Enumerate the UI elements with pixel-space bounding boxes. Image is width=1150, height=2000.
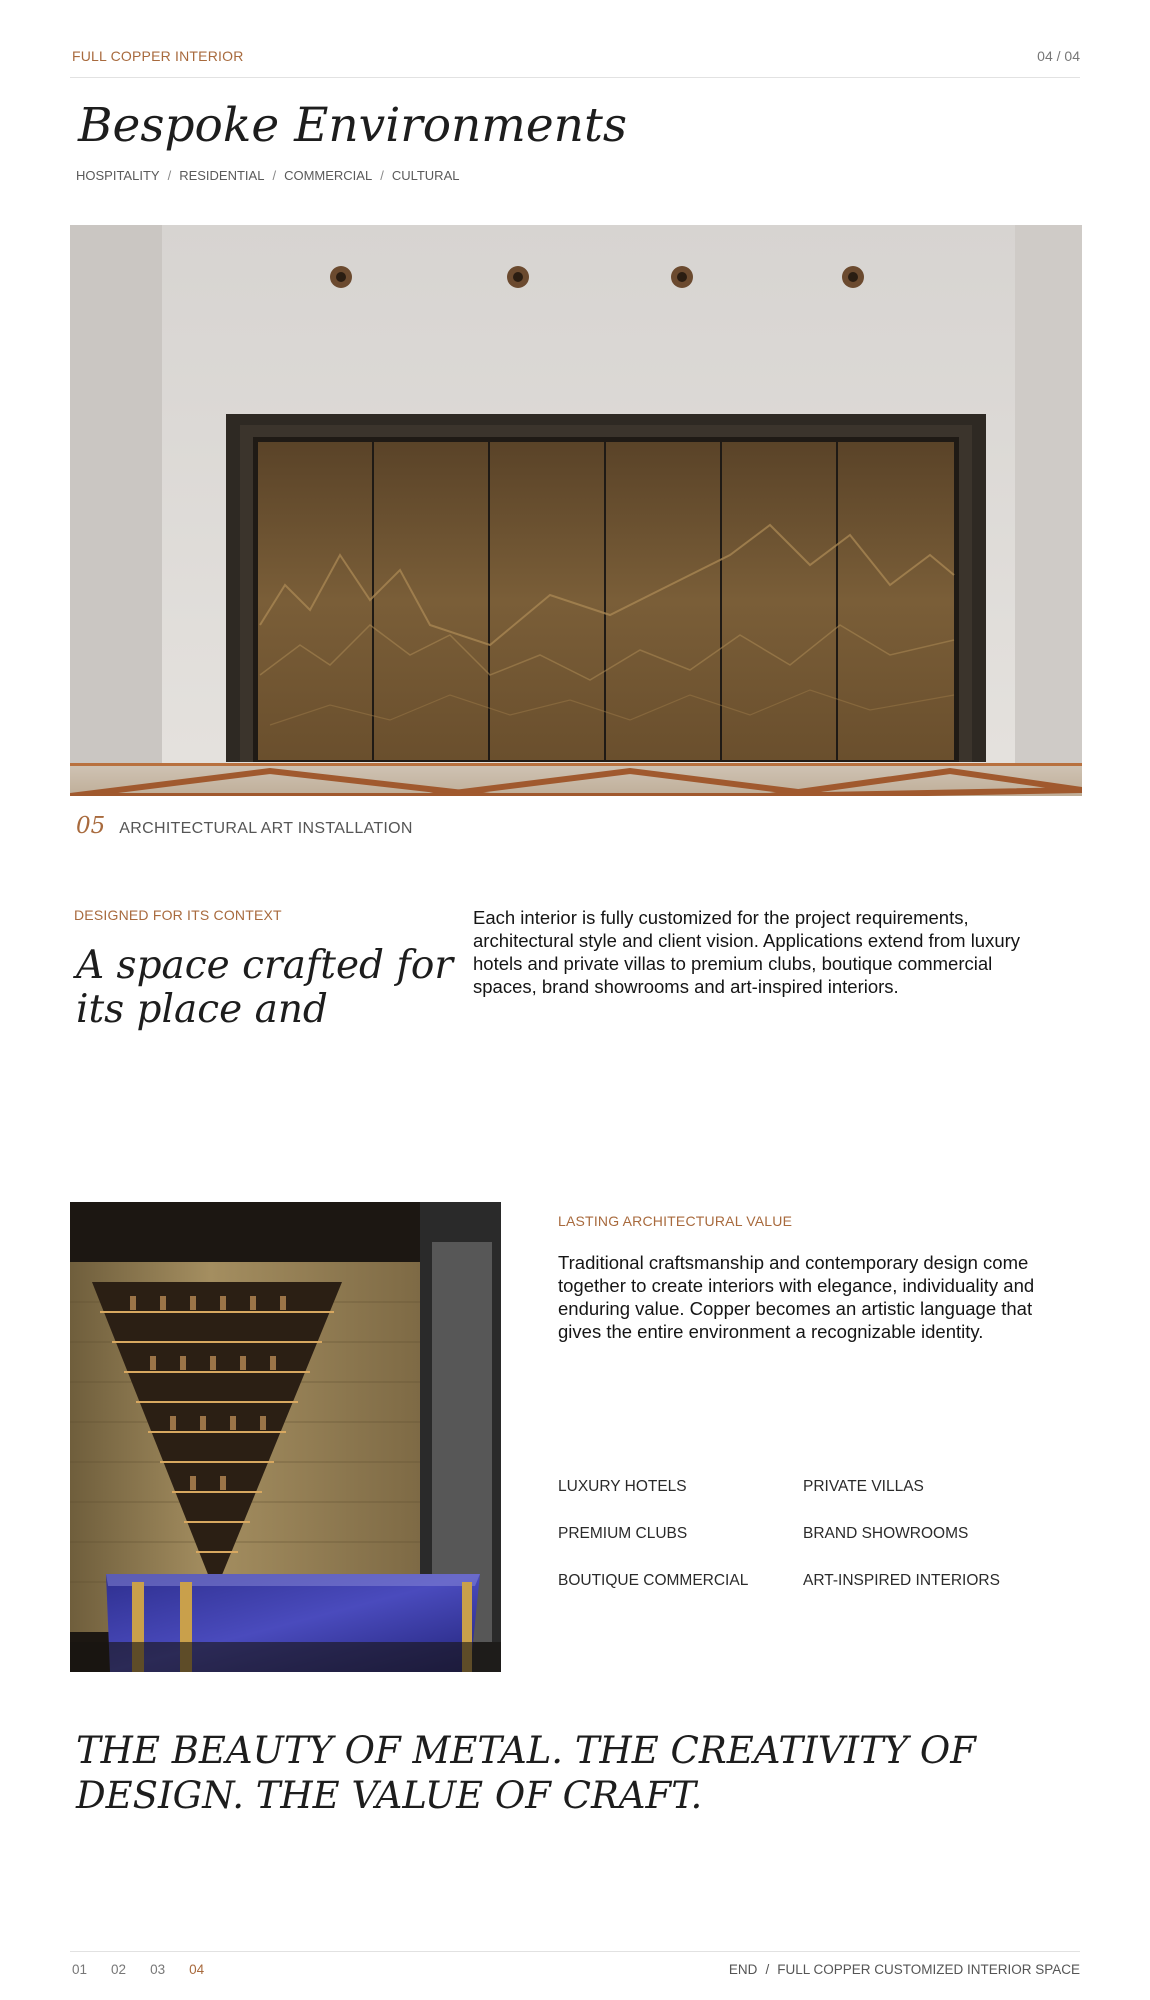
page-link-04[interactable]: 04 — [189, 1962, 205, 1977]
header-divider — [70, 77, 1080, 78]
footer-separator: / — [765, 1962, 770, 1977]
bar-interior-image — [70, 1202, 501, 1672]
figure-caption-text: ARCHITECTURAL ART INSTALLATION — [119, 820, 413, 837]
brand-label: FULL COPPER INTERIOR — [72, 48, 244, 64]
category-cultural: CULTURAL — [391, 168, 460, 183]
application-list — [558, 1478, 1038, 1590]
figure-caption — [76, 813, 413, 839]
application-item: PRIVATE VILLAS — [803, 1478, 924, 1495]
application-item: PREMIUM CLUBS — [558, 1525, 688, 1542]
value-kicker: LASTING ARCHITECTURAL VALUE — [558, 1213, 793, 1229]
page-title: Bespoke Environments — [78, 98, 627, 153]
context-body: Each interior is fully customized for the project requirements, architectural style and client vision. Applications extend from luxury hotels and private villas to premium clubs, boutique commercial spaces, brand showrooms and art-inspired interiors. — [473, 907, 1021, 997]
application-item: LUXURY HOTELS — [558, 1478, 687, 1495]
page-navigation — [72, 1962, 204, 1977]
footer-divider — [70, 1951, 1080, 1952]
value-body: Traditional craftsmanship and contemporary design come together to create interiors with elegance, individuality and enduring value. Copper becomes an artistic language that gives the entire environment a recognizable identity. — [558, 1252, 1035, 1342]
footer-title: FULL COPPER CUSTOMIZED INTERIOR SPACE — [777, 1962, 1080, 1977]
application-item: BRAND SHOWROOMS — [803, 1525, 969, 1542]
page-link-01[interactable]: 01 — [72, 1962, 88, 1977]
page-link-03[interactable]: 03 — [150, 1962, 166, 1977]
category-separator: / — [380, 168, 384, 183]
category-separator: / — [272, 168, 277, 183]
copper-wall-installation-image — [70, 225, 1082, 796]
context-quote: A space crafted for its place and — [76, 943, 453, 1032]
footer-label — [729, 1962, 1080, 1977]
category-separator: / — [167, 168, 172, 183]
category-residential: RESIDENTIAL — [179, 168, 265, 183]
page-link-02[interactable]: 02 — [111, 1962, 127, 1977]
page-indicator: 04 / 04 — [1037, 48, 1080, 64]
figure-number: 05 — [76, 813, 106, 839]
category-list — [76, 168, 459, 183]
application-item: ART-INSPIRED INTERIORS — [803, 1572, 1000, 1589]
application-item: BOUTIQUE COMMERCIAL — [558, 1572, 749, 1589]
category-hospitality: HOSPITALITY — [76, 168, 160, 183]
context-kicker: DESIGNED FOR ITS CONTEXT — [74, 907, 282, 923]
closing-motto: THE BEAUTY OF METAL. THE CREATIVITY OF DESIGN. THE VALUE OF CRAFT. — [76, 1729, 976, 1817]
footer-end-label: END — [728, 1962, 758, 1977]
category-commercial: COMMERCIAL — [284, 168, 373, 183]
